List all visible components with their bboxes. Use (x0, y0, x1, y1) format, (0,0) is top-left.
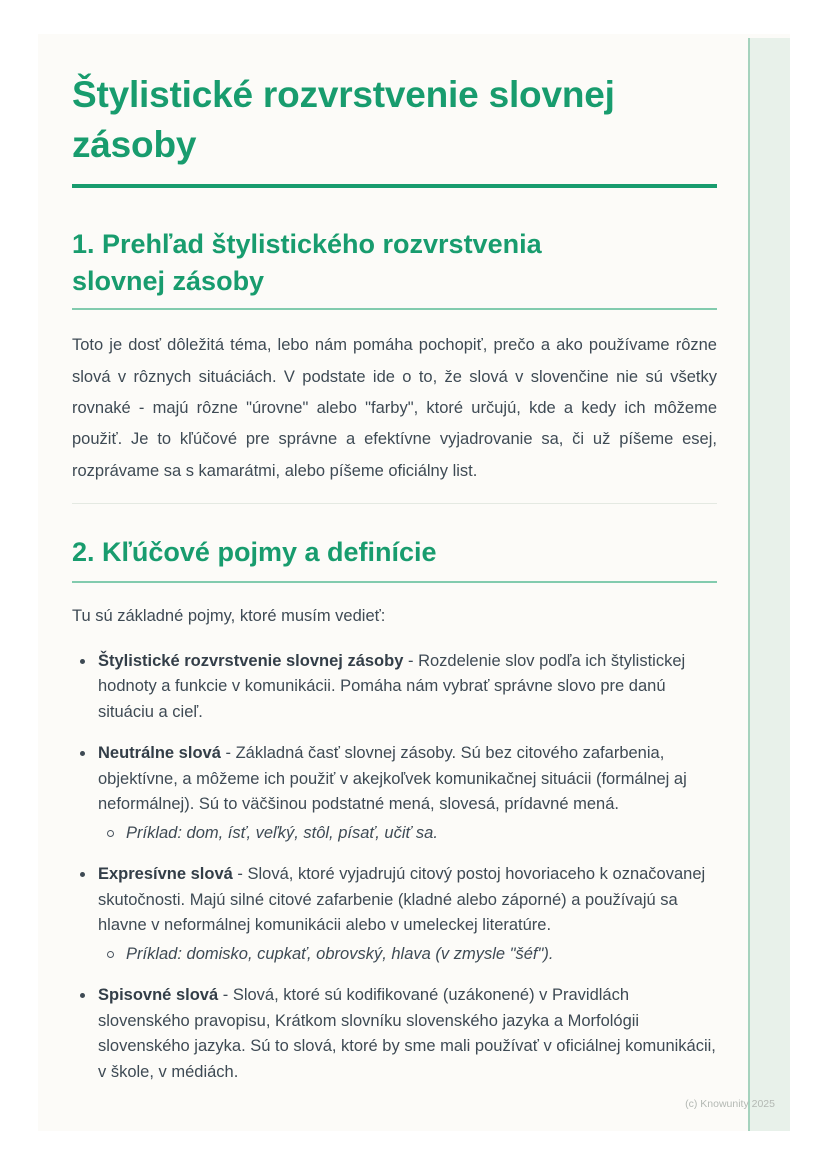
copyright-watermark: (c) Knowunity 2025 (685, 1098, 775, 1110)
document-title: Štylistické rozvrstvenie slovnej zásoby (72, 74, 615, 165)
section-2 (72, 534, 717, 1086)
term-definition: - Rozdelenie slov podľa ich štylistickej hodnoty a funkcie v komunikácii. Pomáha nám vybrať správne slovo pre danú situáciu a cieľ. (98, 651, 686, 722)
term-definition: - Základná časť slovnej zásoby. Sú bez citového zafarbenia, objektívne, a môžeme ich použiť v akejkoľvek komunikačnej situácii (formálnej aj neformálnej). Sú to väčšinou podstatné mená, slovesá, prídavné mená. (98, 743, 687, 814)
section-divider (72, 503, 717, 504)
term-item-spisovne-slova (72, 983, 717, 1086)
section-1-paragraph: Toto je dosť dôležitá téma, lebo nám pomáha pochopiť, prečo a ako používame rôzne slová v rôznych situáciách. V podstate ide o to, že slová v slovenčine nie sú všetky rovnaké - majú rôzne "úrovne" alebo "farby", ktoré určujú, kde a kedy ich môžeme použiť. Je to kľúčové pre správne a efektívne vyjadrovanie sa, či už píšeme esej, rozprávame sa s kamarátmi, alebo píšeme oficiálny list. (72, 336, 717, 480)
section-2-heading-underline (72, 534, 717, 583)
term-name: Spisovné slová (98, 985, 219, 1004)
example-item: Príklad: domisko, cupkať, obrovský, hlava (v zmysle "šéf"). (98, 942, 717, 968)
section-2-intro: Tu sú základné pojmy, ktoré musím vedieť: (72, 607, 386, 626)
term-item-neutralne-slova (72, 741, 717, 847)
title-rule (72, 184, 717, 188)
term-name: Neutrálne slová (98, 743, 221, 762)
page-content (38, 34, 790, 1086)
document-page (38, 34, 790, 1131)
section-1-heading-underline (72, 226, 717, 311)
section-2-heading: 2. Kľúčové pojmy a definície (72, 537, 437, 568)
term-item-stylisticke-rozvrstvenie (72, 649, 717, 726)
term-name: Expresívne slová (98, 864, 233, 883)
section-1 (72, 226, 717, 487)
term-name: Štylistické rozvrstvenie slovnej zásoby (98, 651, 404, 670)
examples-list (98, 821, 717, 847)
example-item: Príklad: dom, ísť, veľký, stôl, písať, učiť sa. (98, 821, 717, 847)
term-item-expresivne-slova (72, 862, 717, 968)
term-definition: - Slová, ktoré sú kodifikované (uzákonené) v Pravidlách slovenského pravopisu, Krátkom slovníku slovenského jazyka a Morfológii slovenského jazyka. Sú to slová, ktoré by sme mali používať v oficiálnej komunikácii, v škole, v médiách. (98, 985, 716, 1081)
terms-list (72, 649, 717, 1086)
examples-list (98, 942, 717, 968)
section-1-heading: 1. Prehľad štylistického rozvrstvenia slovnej zásoby (72, 228, 542, 297)
term-definition: - Slová, ktoré vyjadrujú citový postoj hovoriaceho k označovanej skutočnosti. Majú silné citové zafarbenie (kladné alebo záporné) a používajú sa hlavne v neformálnej komunikácii alebo v umeleckej literatúre. (98, 864, 706, 935)
